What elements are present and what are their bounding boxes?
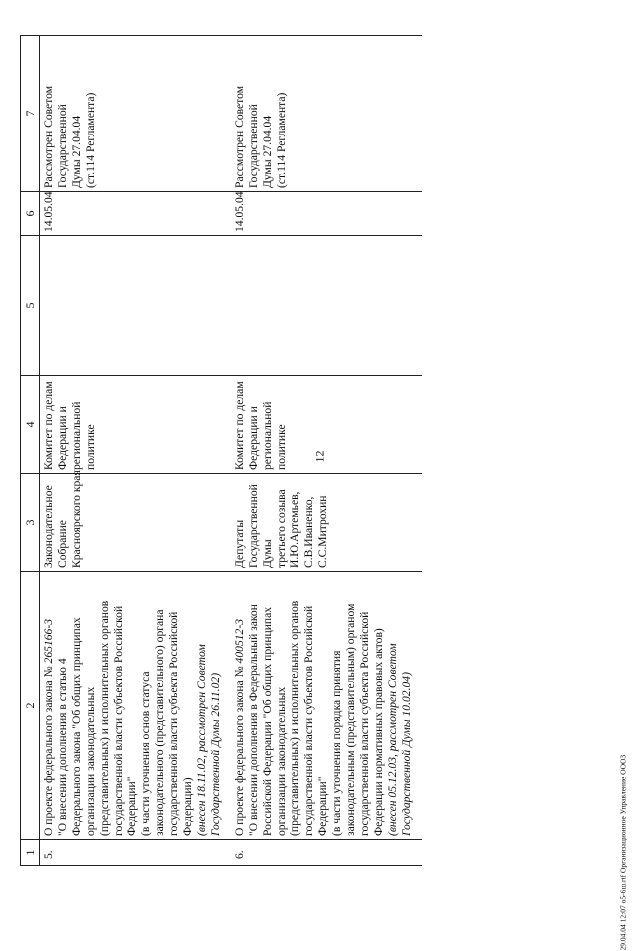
text-line: (представительных) и исполнительных органов [97, 600, 111, 836]
text-line: законодательным (представительным) органом [344, 603, 358, 836]
text-line: Российской Федерации "Об общих принципах [260, 606, 274, 836]
text-line: Собрание [55, 520, 69, 568]
text-line: Рассмотрен Советом [232, 85, 246, 188]
text-line: региональной [69, 401, 83, 470]
column-header: 3 [21, 474, 40, 572]
status-note [40, 36, 231, 192]
text-line: региональной [260, 401, 274, 470]
bill-number: 265166-3 [42, 618, 55, 664]
text-line: Государственной Думы 10.02.04) [399, 672, 413, 836]
text-line: Государственной [246, 104, 260, 188]
text-line: С.С.Митрохин [316, 495, 330, 568]
table-row [40, 36, 231, 866]
text-line: Комитет по делам [42, 381, 55, 470]
text-line: государственной власти субъектов Российской [111, 605, 125, 836]
text-line: Государственной [55, 104, 69, 188]
bill-author [231, 474, 422, 572]
consideration-date [40, 192, 231, 236]
column-header: 5 [21, 236, 40, 376]
date-text: 14.05.04 [42, 191, 55, 232]
row-number-text: 6. [232, 850, 246, 859]
text-line: государственной власти субъекта Российской [357, 611, 371, 836]
text-line: Рассмотрен Советом [42, 85, 55, 188]
text-line: Федерации и [246, 406, 260, 470]
bill-author [40, 470, 231, 572]
column-header: 4 [21, 376, 40, 474]
text-line: законодательного (представительного) органа [153, 609, 167, 836]
text-line: (в части уточнения порядка принятия [330, 650, 344, 836]
text-line: Законодательное [42, 485, 55, 568]
bill-title-line [42, 575, 56, 836]
text-line: государственной власти субъектов Российской [302, 605, 316, 836]
row-number-text: 5. [42, 850, 55, 859]
text-line: (внесен 05.12.03, рассмотрен Советом [385, 643, 399, 836]
text-line: Федерации и [55, 406, 69, 470]
consideration-date [231, 192, 422, 236]
text-line: Депутаты [232, 519, 246, 568]
bill-number: 400512-3 [232, 618, 246, 664]
bills-table-sheet [20, 36, 610, 866]
text-line: организации законодательных [83, 686, 97, 836]
bill-intro: О проекте федерального закона № [232, 663, 246, 836]
text-line: Федерации нормативных правовых актов) [371, 628, 385, 836]
text-line: политике [274, 424, 288, 470]
text-line: Федерации" [125, 776, 139, 836]
text-line: Федерального закона "Об общих принципах [69, 617, 83, 836]
row-number [231, 840, 422, 866]
text-line: Думы 27.04.04 [260, 115, 274, 188]
text-line: организации законодательных [274, 686, 288, 836]
text-line: Федерации" [316, 776, 330, 836]
text-line: Красноярского края [69, 470, 83, 568]
date-text: 14.05.04 [232, 191, 246, 232]
bill-title-line [233, 575, 247, 836]
document-footer: 29.04.04 12:07 о5-6ш.rtf Организационное Управление ООО3 [618, 754, 628, 951]
text-line: Федерации) [181, 777, 195, 836]
text-line: "О внесении дополнения в Федеральный закон [246, 604, 260, 836]
table-row [231, 36, 422, 866]
bill-description [231, 572, 422, 840]
text-line: (ст.114 Регламента) [274, 92, 288, 188]
text-line: политике [83, 424, 97, 470]
text-line: Государственной Думы 26.11.02) [208, 672, 222, 836]
text-line: Комитет по делам [232, 381, 246, 470]
bill-description [40, 572, 231, 840]
text-line: государственной власти субъекта Российской [167, 611, 181, 836]
bills-table [20, 35, 422, 866]
text-line: (в части уточнения основ статуса [139, 671, 153, 836]
bill-intro: О проекте федерального закона № [42, 663, 55, 836]
text-line: (внесен 18.11.02, рассмотрен Советом [194, 644, 208, 836]
table-header-row [21, 36, 40, 866]
text-line: третьего созыва [274, 489, 288, 568]
text-line: (ст.114 Регламента) [83, 92, 97, 188]
column-header: 1 [21, 840, 40, 866]
column-header: 7 [21, 36, 40, 192]
text-line: (представительных) и исполнительных органов [288, 600, 302, 836]
empty-column [231, 236, 422, 376]
text-line: Думы 27.04.04 [69, 115, 83, 188]
text-line: Государственной [246, 484, 260, 568]
column-header: 2 [21, 572, 40, 840]
responsible-committee [231, 376, 422, 474]
responsible-committee [40, 376, 231, 474]
row-number [40, 840, 231, 866]
text-line: И.Ю.Артемьев, [288, 491, 302, 568]
text-line: С.В.Иваненко, [302, 496, 316, 568]
text-line: Думы [260, 539, 274, 568]
status-note [231, 36, 422, 192]
page-number: 12 [312, 450, 327, 463]
text-line: "О внесении дополнения в статью 4 [55, 658, 69, 836]
empty-column [40, 236, 231, 376]
column-header: 6 [21, 192, 40, 236]
